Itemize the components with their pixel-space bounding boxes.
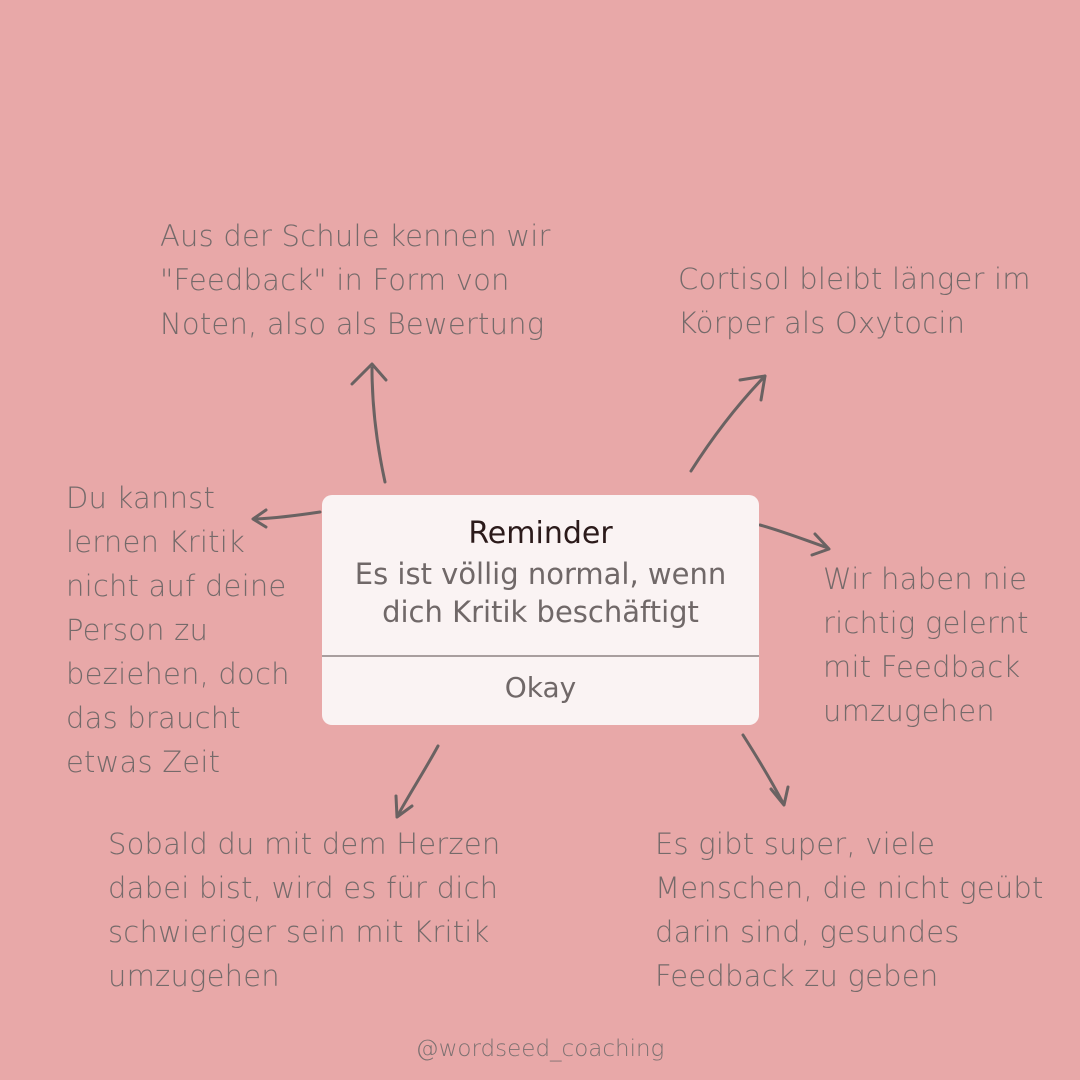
note-line: Menschen, die nicht geübt bbox=[655, 871, 1044, 905]
note-line: richtig gelernt bbox=[823, 606, 1029, 640]
dialog-message-line: dich Kritik beschäftigt bbox=[382, 595, 699, 629]
note-right bbox=[823, 557, 1029, 733]
note-line: mit Feedback bbox=[823, 650, 1021, 684]
note-line: schwieriger sein mit Kritik bbox=[108, 915, 490, 949]
note-line: Sobald du mit dem Herzen bbox=[108, 827, 501, 861]
dialog-message-line: Es ist völlig normal, wenn bbox=[354, 557, 727, 591]
note-line: Feedback zu geben bbox=[655, 959, 939, 993]
note-line: das braucht bbox=[66, 701, 241, 735]
dialog-title: Reminder bbox=[468, 516, 613, 551]
note-line: lernen Kritik bbox=[66, 525, 245, 559]
arrow-to-bottom-left-note bbox=[396, 746, 438, 817]
note-line: darin sind, gesundes bbox=[655, 915, 960, 949]
okay-button[interactable]: Okay bbox=[504, 670, 577, 704]
note-line: Cortisol bleibt länger im bbox=[678, 262, 1031, 296]
arrow-to-top-left-note bbox=[352, 364, 386, 482]
note-line: Es gibt super, viele bbox=[655, 827, 936, 861]
note-line: beziehen, doch bbox=[66, 657, 290, 691]
note-line: Noten, also als Bewertung bbox=[160, 307, 545, 341]
note-line: Körper als Oxytocin bbox=[678, 306, 966, 340]
note-line: nicht auf deine bbox=[66, 569, 287, 603]
note-line: Aus der Schule kennen wir bbox=[160, 219, 551, 253]
instagram-handle: @wordseed_coaching bbox=[415, 1036, 665, 1062]
note-line: Wir haben nie bbox=[823, 562, 1028, 596]
note-line: etwas Zeit bbox=[66, 745, 221, 779]
note-line: Person zu bbox=[66, 613, 209, 647]
note-line: "Feedback" in Form von bbox=[160, 263, 510, 297]
note-bottom-right bbox=[655, 822, 1044, 998]
note-line: umzugehen bbox=[823, 694, 995, 728]
note-line: umzugehen bbox=[108, 959, 280, 993]
note-top-right bbox=[678, 257, 1031, 345]
note-line: dabei bist, wird es für dich bbox=[108, 871, 499, 905]
note-top-left bbox=[160, 214, 551, 346]
note-line: Du kannst bbox=[66, 481, 216, 515]
note-left bbox=[66, 476, 290, 784]
note-bottom-left bbox=[108, 822, 500, 998]
arrow-to-bottom-right-note bbox=[743, 735, 788, 805]
dialog-message bbox=[322, 555, 759, 631]
arrow-to-top-right-note bbox=[691, 376, 765, 471]
reminder-dialog bbox=[322, 495, 759, 725]
arrow-to-right-note bbox=[760, 525, 829, 555]
